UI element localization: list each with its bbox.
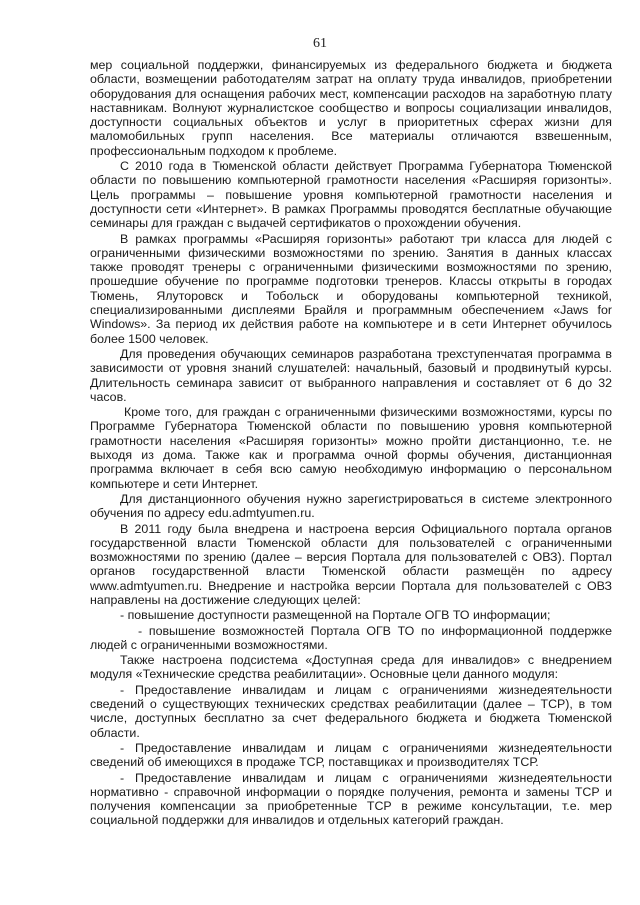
paragraph-subsystem: Также настроена подсистема «Доступная среда для инвалидов» с внедрением модуля «Технические средства реабилитации». Основные цели данного модуля: bbox=[90, 653, 612, 682]
list-item-module-goal-2: - Предоставление инвалидам и лицам с ограничениями жизнедеятельности сведений об имеющихся в продаже ТСР, поставщиках и производителях ТСР. bbox=[90, 740, 612, 770]
list-item-goal-1: - повышение доступности размещенной на Портале ОГВ ТО информации; bbox=[120, 608, 551, 623]
paragraph-program-intro: С 2010 года в Тюменской области действует Программа Губернатора Тюменской области по повышению компьютерной грамотности населения «Расширяя горизонты». Цель программы – повышение уровня компьютерной грамотности населения и доступности сети «Интернет». В рамках Программы проводятся бесплатные обучающие семинары для граждан с выдачей сертификатов о прохождении обучения. bbox=[90, 159, 612, 231]
paragraph-registration: Для дистанционного обучения нужно зарегистрироваться в системе электронного обучения по адресу edu.admtyumen.ru. bbox=[90, 491, 612, 521]
paragraph-seminars: Для проведения обучающих семинаров разработана трехступенчатая программа в зависимости от уровня знаний слушателей: начальный, базовый и продвинутый курсы. Длительность семинара зависит от выбранного направления и составляет от 6 до 32 часов. bbox=[90, 346, 612, 404]
paragraph-portal: В 2011 году была внедрена и настроена версия Официального портала органов государственной власти Тюменской области для пользователей с ограниченными возможностями по зрению (далее – версия Портала для пользователей с ОВЗ). Портал органов государственной власти Тюменской области размещён по адресу www.admtyumen.ru. Внедрение и настройка версии Портала для пользователей с ОВЗ направлены на достижение следующих целей: bbox=[90, 521, 612, 607]
paragraph-classes: В рамках программы «Расширяя горизонты» работают три класса для людей с ограниченными физическими возможностями по зрению. Занятия в данных классах также проводят тренеры с ограниченными физическими возможностями по зрению, прошедшие обучение по программе подготовки тренеров. Классы открыты в городах Тюмень, Ялуторовск и Тобольск и оборудованы компьютерной техникой, специализированными дисплеями Брайля и программным обеспечением «Jaws for Windows». За период их действия работе на компьютере и в сети Интернет обучилось более 1500 человек. bbox=[90, 231, 612, 346]
list-item-goal-2: - повышение возможностей Портала ОГВ ТО по информационной поддержке людей с ограниченными возможностями. bbox=[90, 623, 612, 652]
page-number: 61 bbox=[313, 36, 327, 51]
document-body bbox=[90, 58, 612, 829]
paragraph-distance-learning: Кроме того, для граждан с ограниченными физическими возможностями, курсы по Программе Губернатора Тюменской области по повышению уровня компьютерной грамотности населения «Расширяя горизонты» можно пройти дистанционно, т.е. не выходя из дома. Также как и программа очной формы обучения, дистанционная программа включает в себя всю самую необходимую информацию о персональном компьютере и сети Интернет. bbox=[90, 405, 612, 491]
paragraph-continuation: мер социальной поддержки, финансируемых из федерального бюджета и бюджета области, возмещении работодателям затрат на оплату труда инвалидов, приобретении оборудования для оснащения рабочих мест, компенсации расходов на заработную плату наставникам. Волнуют журналистское сообщество и вопросы социализации инвалидов, доступности социальных объектов и услуг в приоритетных сферах жизни для маломобильных групп населения. Все материалы отличаются взвешенным, профессиональным подходом к проблеме. bbox=[90, 58, 612, 158]
list-item-module-goal-3: - Предоставление инвалидам и лицам с ограничениями жизнедеятельности нормативно - справочной информации о порядке получения, ремонта и замены ТСР и получения компенсации за приобретенные ТСР в режиме консультации, т.е. мер социальной поддержки для инвалидов и отдельных категорий граждан. bbox=[90, 770, 612, 828]
list-item-module-goal-1: - Предоставление инвалидам и лицам с ограничениями жизнедеятельности сведений о существующих технических средствах реабилитации (далее – ТСР), в том числе, доступных бесплатно за счет федерального бюджета и бюджета Тюменской области. bbox=[90, 682, 612, 740]
